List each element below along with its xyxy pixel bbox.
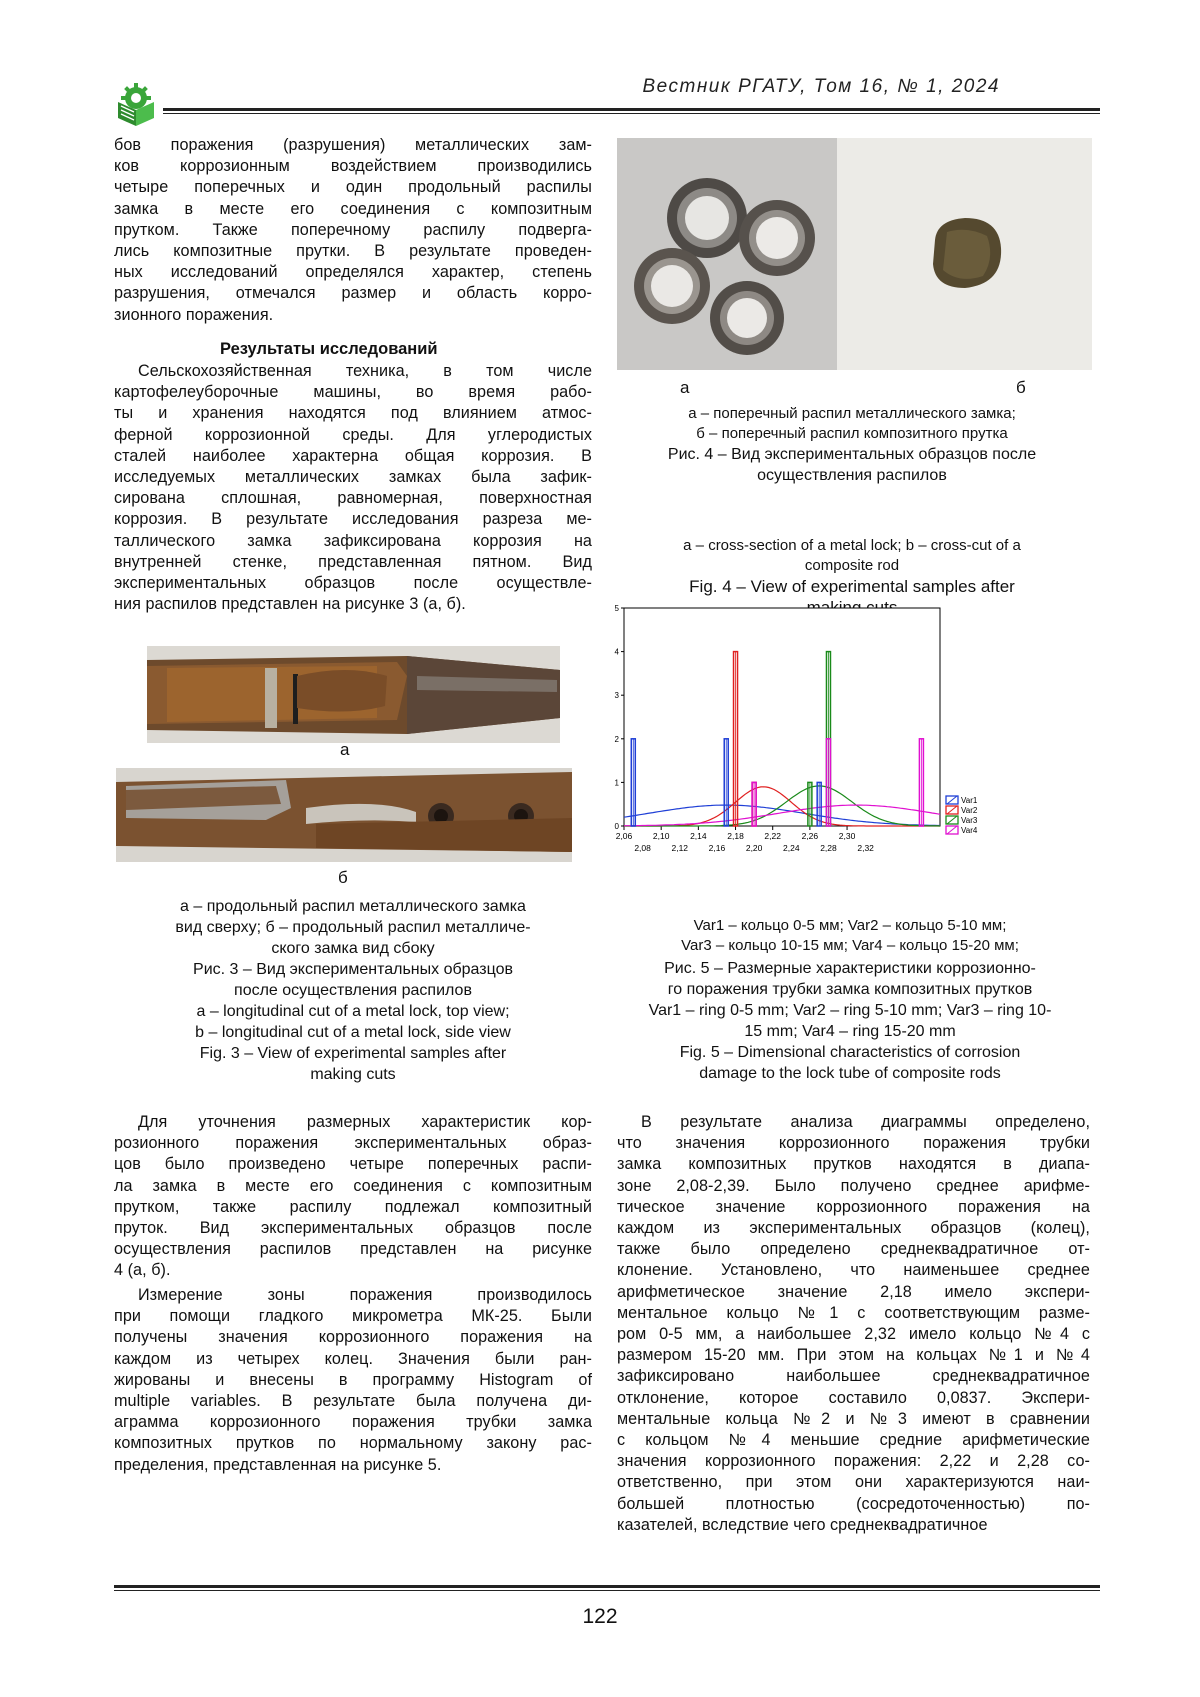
figure3-label-b: б xyxy=(338,868,348,887)
x-tick-label-lower: 2,12 xyxy=(671,843,689,853)
text-line: ферной коррозионной среды. Для углеродистых xyxy=(114,425,592,444)
text-line: ответственно, при этом они характеризуются наи- xyxy=(617,1473,1090,1492)
text-line: зоне 2,08-2,39. Было получено среднее арифме- xyxy=(617,1176,1090,1195)
y-tick-label: 3 xyxy=(614,691,619,701)
text-line: Fig. 5 – Dimensional characteristics of corrosion xyxy=(679,1044,1021,1061)
legend-label: Var2 xyxy=(961,806,978,815)
methods-paragraph-1 xyxy=(114,1112,592,1282)
figure4-label-a: а xyxy=(680,378,690,397)
text-line: композитных прутков по нормальному закону рас- xyxy=(114,1434,592,1453)
text-line: а – longitudinal cut of a metal lock, top view; xyxy=(196,1003,510,1020)
figure4b-photo xyxy=(837,138,1092,370)
text-line: ром 0-5 мм, а наибольшее 2,32 имело кольцо №4 с xyxy=(617,1325,1090,1344)
results-paragraph xyxy=(114,361,592,615)
text-line: розионного поражения экспериментальных образ- xyxy=(114,1134,592,1153)
footer-rule xyxy=(114,1585,1100,1588)
text-line: Для уточнения размерных характеристик кор- xyxy=(138,1113,592,1131)
text-line: казателей, вследствие чего среднеквадратичное xyxy=(617,1515,988,1534)
text-line: а – продольный распил металлического замка xyxy=(180,898,526,915)
text-line: б – поперечный распил композитного прутка xyxy=(696,425,1008,442)
text-line: Рис. 4 – Вид экспериментальных образцов после xyxy=(667,446,1037,463)
text-line: коррозия. В результате исследования разреза ме- xyxy=(114,510,592,529)
figure5-legend-line: Var3 – кольцо 10-15 мм; Var4 – кольцо 15-20 мм; xyxy=(681,937,1019,954)
figure3b-photo xyxy=(116,768,572,862)
text-line: ментальное кольцо №1 с соответствующим разме- xyxy=(617,1303,1090,1322)
text-line: сирована сплошная, равномерная, поверхностная xyxy=(114,489,592,508)
text-line: го поражения трубки замка композитных прутков xyxy=(667,981,1033,998)
x-tick-label-upper: 2,26 xyxy=(801,831,819,841)
y-tick-label: 5 xyxy=(614,604,619,613)
y-tick-label: 1 xyxy=(614,778,619,788)
figure5-legend-text xyxy=(610,916,1090,956)
text-line: картофелеуборочные машины, во время рабо- xyxy=(114,383,592,402)
text-line: таллического замка зафиксирована коррозия на xyxy=(114,531,592,550)
journal-title: Вестник РГАТУ, Том 16, № 1, 2024 xyxy=(642,76,1000,97)
text-line: multiple variables. В результате была получена ди- xyxy=(114,1392,592,1411)
figure5-histogram xyxy=(610,598,1030,890)
y-tick-label: 2 xyxy=(614,734,619,744)
x-tick-label-upper: 2,22 xyxy=(764,831,781,841)
text-line: ков коррозионным воздействием производились xyxy=(114,157,592,176)
text-line: пруток. Вид экспериментальных образцов после xyxy=(114,1219,592,1238)
header-rule xyxy=(163,108,1100,111)
text-line: Var1 – ring 0-5 mm; Var2 – ring 5-10 mm; Var3 – ring 10- xyxy=(648,1002,1052,1019)
legend-label: Var1 xyxy=(961,796,978,805)
text-line: ния распилов представлен на рисунке 3 (а, б). xyxy=(114,595,466,614)
text-line: при помощи гладкого микрометра МК-25. Были xyxy=(114,1307,592,1326)
text-line: making cuts xyxy=(310,1066,396,1083)
text-line: после осуществления распилов xyxy=(234,982,472,999)
text-line: экспериментальных образцов после осуществле- xyxy=(114,574,592,593)
text-line: отклонение, которое составило 0,0837. Экспери- xyxy=(617,1388,1090,1407)
text-line: прутком. Также поперечному распилу подверга- xyxy=(114,220,592,239)
text-line: 4 (а, б). xyxy=(114,1261,171,1280)
text-line: что значения коррозионного поражения трубки xyxy=(617,1134,1090,1153)
text-line: damage to the lock tube of composite rods xyxy=(699,1065,1001,1082)
plot-area xyxy=(624,608,940,826)
text-line: пределения, представленная на рисунке 5. xyxy=(114,1455,442,1474)
x-tick-label-lower: 2,16 xyxy=(708,843,726,853)
legend-hatch-var1 xyxy=(947,796,957,804)
text-line: арифметическое значение 2,18 имело экспери- xyxy=(617,1282,1090,1301)
figure3-label-a: а xyxy=(340,740,350,759)
header-rule-thin xyxy=(163,113,1100,114)
text-line: клонение. Установлено, что наименьшее среднее xyxy=(617,1261,1090,1280)
text-line: ных исследований определялся характер, степень xyxy=(114,263,592,282)
text-line: a – cross-section of a metal lock; b – cross-cut of a xyxy=(683,537,1021,554)
text-line: исследуемых металлических замках была зафик- xyxy=(114,468,592,487)
y-tick-label: 0 xyxy=(614,822,619,831)
text-line: размером 15-20 мм. При этом на кольцах №1 и №4 xyxy=(617,1346,1090,1365)
figure5-legend-line: Var1 – кольцо 0-5 мм; Var2 – кольцо 5-10 мм; xyxy=(693,917,1007,934)
intro-paragraph xyxy=(114,135,592,326)
text-line: а – поперечный распил металлического замка; xyxy=(688,405,1016,422)
text-line: каждом из экспериментальных образцов (колец), xyxy=(617,1219,1090,1238)
x-tick-label-upper: 2,30 xyxy=(838,831,856,841)
figure3-caption xyxy=(114,896,592,1085)
y-tick-label: 4 xyxy=(614,647,619,657)
x-tick-label-lower: 2,24 xyxy=(783,843,800,853)
text-line: получены значения коррозионного поражения на xyxy=(114,1328,592,1347)
text-line: большей плотностью (сосредоточенностью) по- xyxy=(617,1494,1090,1513)
text-line: жированы и внесены в программу Histogram of xyxy=(114,1370,592,1389)
legend-hatch-var2 xyxy=(947,806,957,814)
text-line: разрушения, отмечался размер и область корро- xyxy=(114,284,592,303)
text-line: ского замка вид сбоку xyxy=(271,940,435,957)
x-tick-label-lower: 2,32 xyxy=(857,843,874,853)
text-line: ты и хранения находятся под влиянием атмос- xyxy=(114,404,592,423)
x-tick-label-upper: 2,18 xyxy=(727,831,744,841)
text-line: Рис. 5 – Размерные характеристики коррозионно- xyxy=(664,960,1036,977)
text-line: внутренней стенке, представленная пятном. Вид xyxy=(114,552,592,571)
text-line: лись композитные прутки. В результате проведен- xyxy=(114,242,592,261)
text-line: тическое значение коррозионного поражения на xyxy=(617,1197,1090,1216)
figure4-label-b: б xyxy=(1016,378,1026,397)
text-line: зионного поражения. xyxy=(114,305,274,324)
text-line: сталей наиболее характерна общая коррозия. В xyxy=(114,446,592,465)
text-line: аграмма коррозионного поражения трубки замка xyxy=(114,1413,592,1432)
analysis-paragraph xyxy=(617,1112,1090,1536)
text-line: composite rod xyxy=(804,557,900,574)
text-line: замка в месте его соединения с композитным xyxy=(114,199,592,218)
text-line: Сельскохозяйственная техника, в том числе xyxy=(138,362,592,380)
text-line: вид сверху; б – продольный распил металличе- xyxy=(175,919,531,936)
text-line: значения коррозионного поражения: 2,22 и 2,28 со- xyxy=(617,1452,1090,1471)
text-line: с кольцом №4 меньшие средние арифметические xyxy=(617,1431,1090,1450)
text-line: ла замка в месте его соединения с композитным xyxy=(114,1176,592,1195)
text-line: четыре поперечных и один продольный распилы xyxy=(114,178,592,197)
methods-paragraph-2 xyxy=(114,1285,592,1476)
text-line: 15 mm; Var4 – ring 15-20 mm xyxy=(744,1023,956,1040)
figure3a-photo xyxy=(147,646,560,743)
text-line: Fig. 4 – View of experimental samples after xyxy=(689,577,1015,596)
figure4-caption-ru xyxy=(617,404,1087,486)
text-line: замка композитных прутков находятся в диапа- xyxy=(617,1155,1090,1174)
legend-hatch-var3 xyxy=(947,816,957,824)
x-tick-label-lower: 2,20 xyxy=(745,843,763,853)
journal-logo xyxy=(112,80,160,128)
text-line: осуществления распилов xyxy=(757,467,947,484)
text-line: ментальные кольца №2 и №3 имеют в сравнении xyxy=(617,1409,1090,1428)
x-tick-label-upper: 2,14 xyxy=(690,831,707,841)
page-number: 122 xyxy=(582,1605,618,1628)
x-tick-label-lower: 2,08 xyxy=(634,843,651,853)
legend-label: Var3 xyxy=(961,816,978,825)
footer-rule-thin xyxy=(114,1590,1100,1591)
text-line: зафиксировано наибольшее среднеквадратичное xyxy=(617,1367,1090,1386)
text-line: b – longitudinal cut of a metal lock, side view xyxy=(195,1024,511,1041)
section-heading: Результаты исследований xyxy=(220,340,438,358)
text-line: В результате анализа диаграммы определено, xyxy=(641,1113,1090,1131)
text-line: цов было произведено четыре поперечных распи- xyxy=(114,1155,592,1174)
x-tick-label-lower: 2,28 xyxy=(820,843,837,853)
text-line: бов поражения (разрушения) металлических зам- xyxy=(114,136,592,154)
text-line: прутком, также распилу подлежал композитный xyxy=(114,1197,592,1216)
text-line: осуществления распилов представлен на рисунке xyxy=(114,1240,592,1259)
x-tick-label-upper: 2,10 xyxy=(652,831,670,841)
figure5-caption xyxy=(610,958,1090,1084)
legend-hatch-var4 xyxy=(947,826,957,834)
text-line: также было определено среднеквадратичное от- xyxy=(617,1240,1090,1259)
legend-label: Var4 xyxy=(961,826,978,835)
x-tick-label-upper: 2,06 xyxy=(615,831,633,841)
text-line: Рис. 3 – Вид экспериментальных образцов xyxy=(193,961,513,978)
figure4a-photo xyxy=(617,138,837,370)
text-line: Fig. 3 – View of experimental samples after xyxy=(199,1045,507,1062)
text-line: Измерение зоны поражения производилось xyxy=(138,1286,592,1304)
text-line: каждом из четырех колец. Значения были ран- xyxy=(114,1349,592,1368)
